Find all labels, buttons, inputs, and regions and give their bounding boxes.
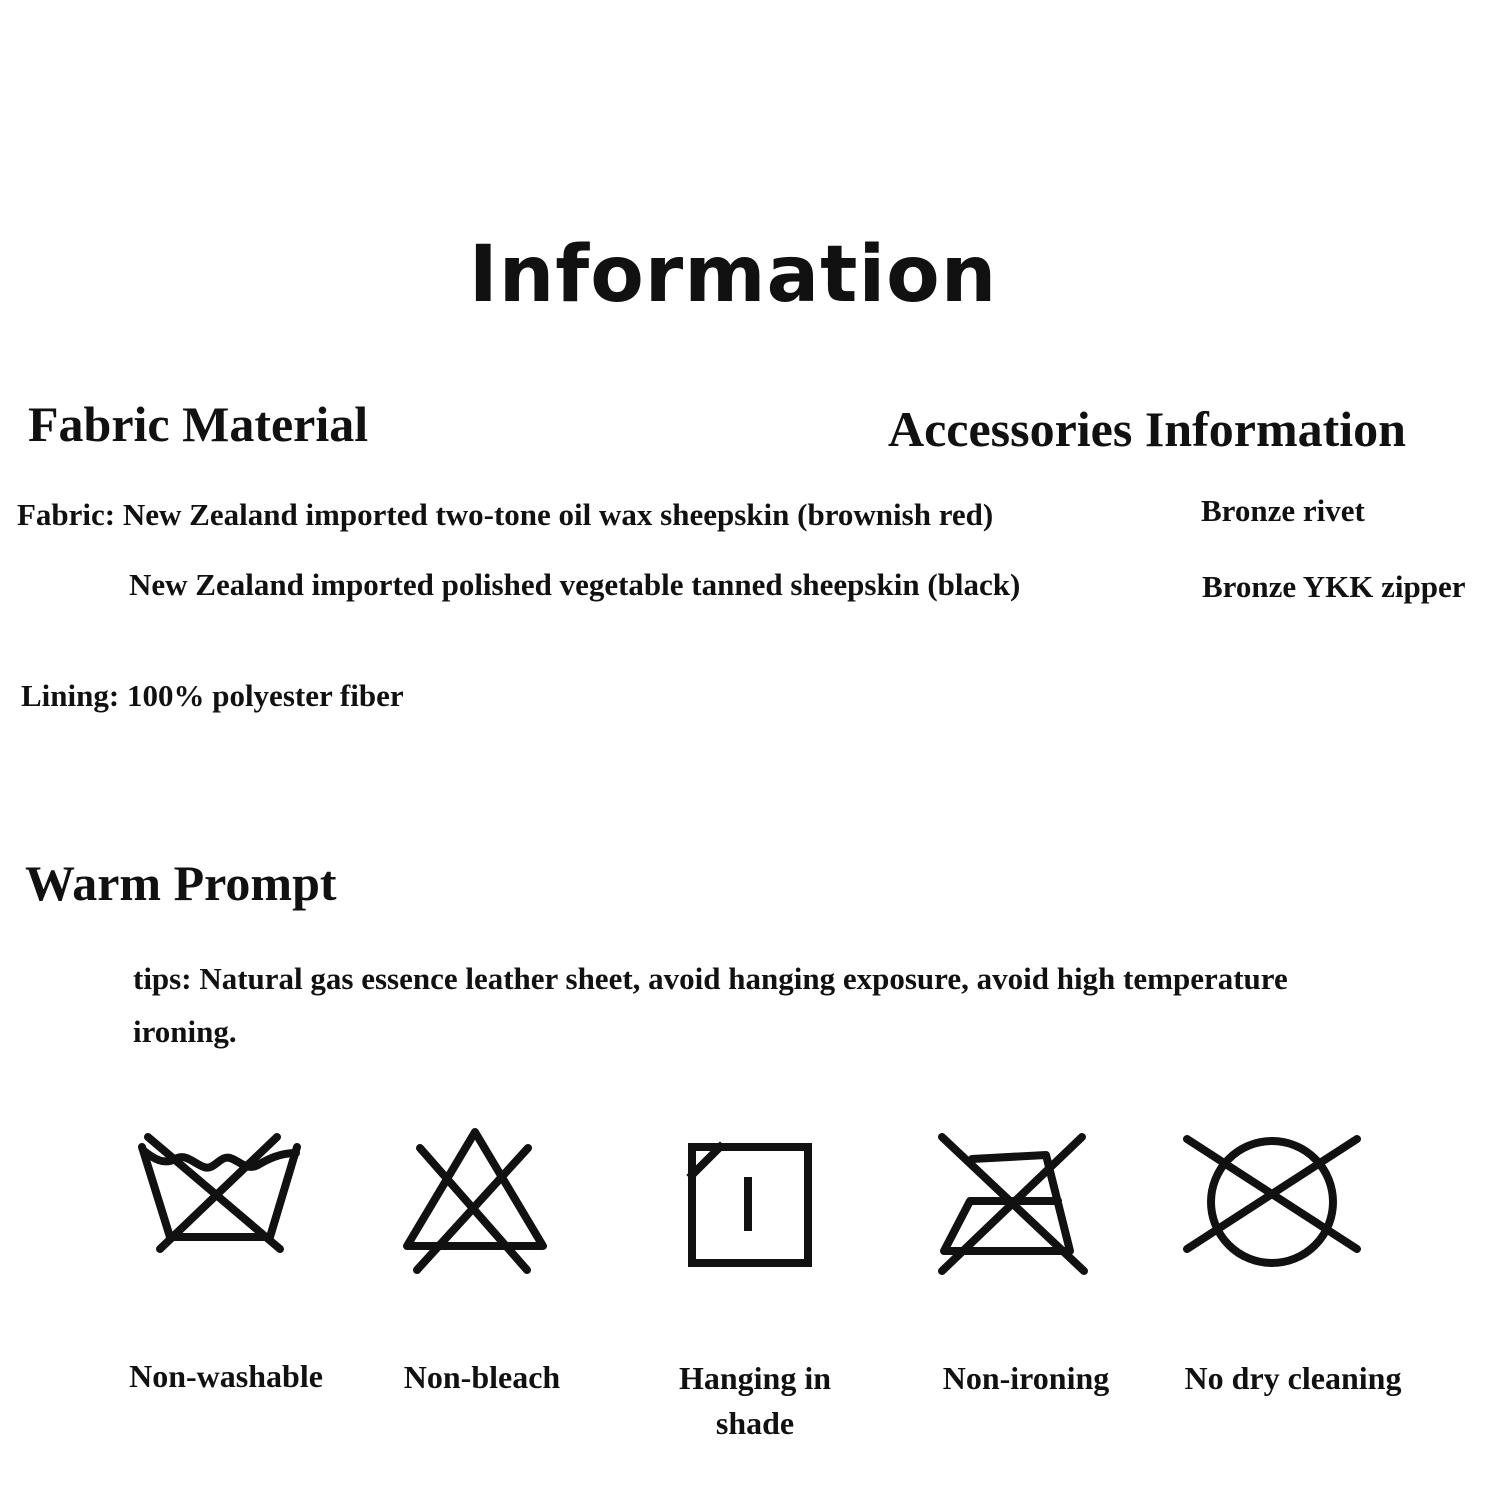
fabric-line-2: New Zealand imported polished vegetable tanned sheepskin (black): [129, 567, 1021, 602]
care-label-non-washable: Non-washable: [129, 1358, 323, 1394]
care-label-non-ironing: Non-ironing: [942, 1360, 1110, 1396]
hang-dry-shade-icon: [680, 1135, 820, 1275]
fabric-line-1: Fabric: New Zealand imported two-tone oil wax sheepskin (brownish red): [17, 497, 994, 532]
non-washable-icon: [130, 1125, 310, 1265]
care-label-no-dry-cleaning: No dry cleaning: [1184, 1360, 1402, 1396]
fabric-material-heading: Fabric Material: [28, 396, 369, 452]
page-title: Information: [468, 230, 998, 320]
care-label-hanging-in-shade: [655, 1356, 855, 1446]
accessory-item-rivet: Bronze rivet: [1201, 493, 1365, 528]
accessory-item-zipper: Bronze YKK zipper: [1202, 569, 1466, 604]
lining-line: Lining: 100% polyester fiber: [21, 678, 404, 713]
accessories-information-heading: Accessories Information: [888, 401, 1406, 457]
care-label-non-bleach: Non-bleach: [403, 1359, 561, 1395]
non-bleach-icon: [395, 1120, 555, 1280]
warm-prompt-tips: tips: Natural gas essence leather sheet, avoid hanging exposure, avoid high temperature ironing.: [133, 961, 1288, 1049]
warm-prompt-heading: Warm Prompt: [25, 855, 337, 911]
no-dry-cleaning-icon: [1175, 1125, 1370, 1275]
care-label-hanging-in-shade-text: Hanging in shade: [678, 1360, 832, 1441]
non-ironing-icon: [930, 1125, 1100, 1285]
